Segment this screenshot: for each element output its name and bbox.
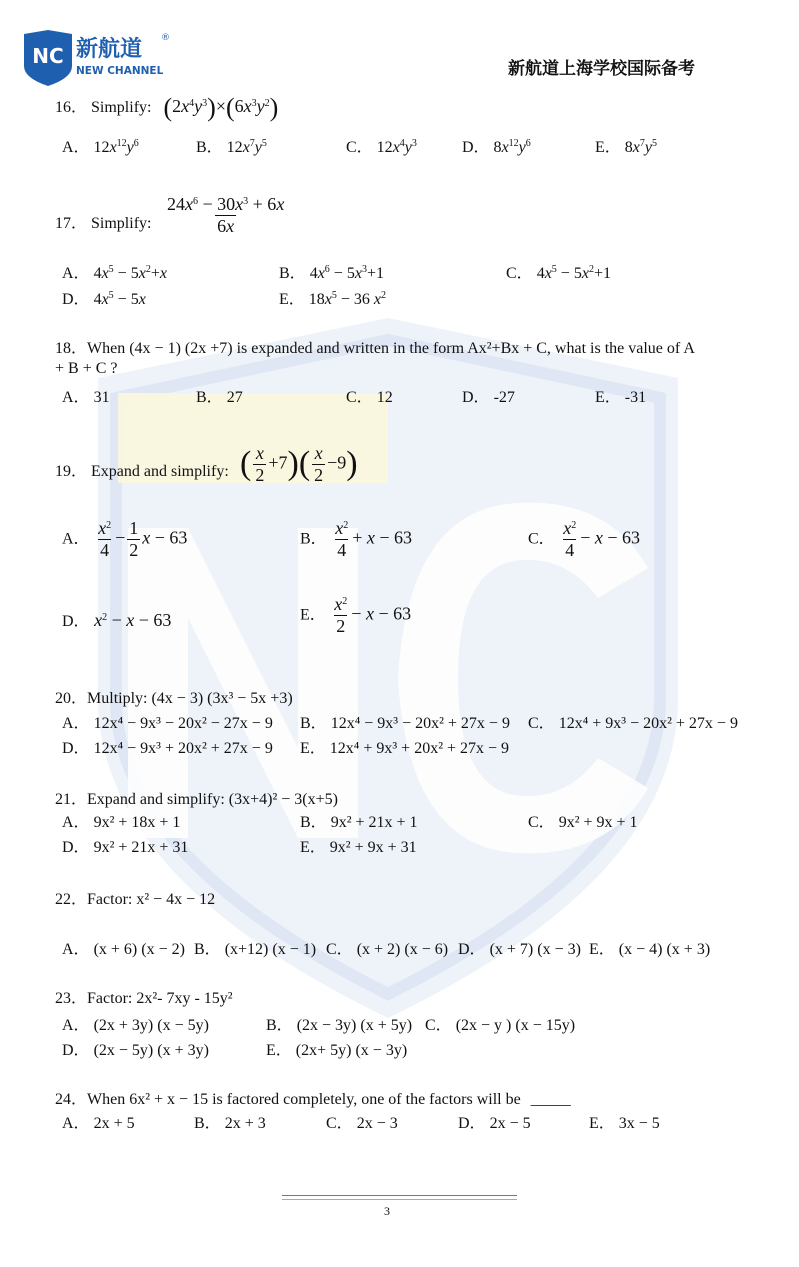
q23-option-b[interactable]: B． (2x − 3y) (x + 5y) bbox=[266, 1017, 413, 1034]
q17-option-a[interactable]: A． $4x^5 - 5x^2+x$ bbox=[62, 264, 167, 282]
q17-option-e[interactable]: E． $18x^5 - 36$ $x^2$ bbox=[279, 290, 387, 308]
footer-rule-2 bbox=[282, 1199, 517, 1200]
school-name: 新航道上海学校国际备考 bbox=[508, 59, 695, 79]
q21-option-a[interactable]: A． 9x² + 18x + 1 bbox=[62, 814, 181, 831]
q21-option-b[interactable]: B． 9x² + 21x + 1 bbox=[300, 814, 418, 831]
q19-option-a[interactable]: A． $\frac{x^2}{4}$ − $\frac{1}{2}$ x − 63 bbox=[62, 518, 188, 560]
q16-options bbox=[0, 134, 799, 156]
q22-number: 22． bbox=[55, 891, 88, 908]
q16-option-a[interactable]: A． $12x^{12}y^6$ bbox=[62, 138, 139, 156]
q17-number: 17． bbox=[55, 215, 88, 232]
q22-option-d[interactable]: D． (x + 7) (x − 3) bbox=[458, 941, 581, 958]
q24-option-a[interactable]: A． 2x + 5 bbox=[62, 1115, 135, 1132]
logo bbox=[22, 30, 172, 86]
q21-option-e[interactable]: E． 9x² + 9x + 31 bbox=[300, 839, 417, 856]
q21-option-d[interactable]: D． 9x² + 21x + 31 bbox=[62, 839, 189, 856]
q21-option-c[interactable]: C． 9x² + 9x + 1 bbox=[528, 814, 638, 831]
logo-cn: 新航道 bbox=[76, 37, 143, 62]
question-22 bbox=[55, 886, 215, 909]
q17-option-c[interactable]: C． $4x^5 - 5x^2+1$ bbox=[506, 264, 611, 282]
q16-option-c[interactable]: C． $12x^4y^3$ bbox=[346, 138, 417, 156]
q22-prompt: Factor: x² − 4x − 12 bbox=[87, 891, 216, 908]
q24-number: 24． bbox=[55, 1091, 88, 1108]
q18-option-c[interactable]: C． 12 bbox=[346, 389, 393, 406]
question-19 bbox=[55, 458, 229, 481]
q22-option-c[interactable]: C． (x + 2) (x − 6) bbox=[326, 941, 449, 958]
q23-option-c[interactable]: C． (2x − y ) (x − 15y) bbox=[425, 1017, 576, 1034]
q17-prompt: Simplify: bbox=[91, 215, 152, 232]
q18-option-e[interactable]: E． -31 bbox=[595, 389, 647, 406]
q23-prompt: Factor: 2x²- 7xy - 15y² bbox=[87, 990, 233, 1007]
q17-expression: $\frac{24x^6 - 30x^3 + 6x}{6x}$ bbox=[167, 194, 285, 236]
q20-number: 20． bbox=[55, 690, 88, 707]
footer-rule bbox=[282, 1195, 517, 1196]
q23-option-d[interactable]: D． (2x − 5y) (x + 3y) bbox=[62, 1042, 209, 1059]
q22-option-b[interactable]: B． (x+12) (x − 1) bbox=[194, 941, 317, 958]
q21-prompt: Expand and simplify: (3x+4)² − 3(x+5) bbox=[87, 791, 338, 808]
q24-option-b[interactable]: B． 2x + 3 bbox=[194, 1115, 266, 1132]
q20-option-b[interactable]: B． 12x⁴ − 9x³ − 20x² + 27x − 9 bbox=[300, 715, 510, 732]
q20-option-e[interactable]: E． 12x⁴ + 9x³ + 20x² + 27x − 9 bbox=[300, 740, 510, 757]
page-number: 3 bbox=[384, 1204, 390, 1218]
q23-option-e[interactable]: E． (2x+ 5y) (x − 3y) bbox=[266, 1042, 408, 1059]
q19-prompt: Expand and simplify: bbox=[91, 463, 229, 480]
question-23 bbox=[55, 985, 233, 1008]
question-20 bbox=[55, 685, 293, 708]
question-17 bbox=[55, 210, 151, 233]
q23-number: 23． bbox=[55, 990, 88, 1007]
question-18 bbox=[55, 335, 695, 358]
q19-option-b[interactable]: B． $\frac{x^2}{4}$ + x − 63 bbox=[300, 518, 412, 560]
q17-option-d[interactable]: D． $4x^5 - 5x$ bbox=[62, 290, 146, 308]
q18-option-b[interactable]: B． 27 bbox=[196, 389, 243, 406]
q18-number: 18． bbox=[55, 340, 88, 357]
q20-option-d[interactable]: D． 12x⁴ − 9x³ + 20x² + 27x − 9 bbox=[62, 740, 273, 757]
q16-expression: $(2x^4y^3)\times(6x^3y^2)$ bbox=[163, 92, 279, 122]
q19-option-e[interactable]: E． $\frac{x^2}{2}$ − x − 63 bbox=[300, 594, 412, 636]
q16-option-e[interactable]: E． $8x^7y^5$ bbox=[595, 138, 657, 156]
q18-option-a[interactable]: A． 31 bbox=[62, 389, 110, 406]
q16-option-d[interactable]: D． $8x^{12}y^6$ bbox=[462, 138, 531, 156]
q21-number: 21． bbox=[55, 791, 88, 808]
logo-mark: NC bbox=[32, 44, 64, 68]
q16-number: 16． bbox=[55, 99, 88, 116]
q24-option-d[interactable]: D． 2x − 5 bbox=[458, 1115, 531, 1132]
question-16 bbox=[55, 94, 278, 121]
registered-mark: ® bbox=[161, 33, 170, 43]
q18-line2: + B + C ? bbox=[55, 360, 118, 377]
q19-expression: ( $\frac{x}{2}$ +7)( $\frac{x}{2}$ −9) bbox=[240, 443, 358, 485]
q24-blank: _____ bbox=[530, 1091, 571, 1108]
logo-en: NEW CHANNEL bbox=[76, 65, 164, 77]
q16-prompt: Simplify: bbox=[91, 99, 152, 116]
question-21 bbox=[55, 786, 338, 809]
q19-option-c[interactable]: C． $\frac{x^2}{4}$ − x − 63 bbox=[528, 518, 640, 560]
question-24 bbox=[55, 1086, 571, 1109]
q19-option-d[interactable]: D． $x^2 - x - 63$ bbox=[62, 610, 172, 630]
q17-option-b[interactable]: B． $4x^6 - 5x^3+1$ bbox=[279, 264, 384, 282]
q20-option-c[interactable]: C． 12x⁴ + 9x³ − 20x² + 27x − 9 bbox=[528, 715, 738, 732]
q24-option-e[interactable]: E． 3x − 5 bbox=[589, 1115, 660, 1132]
q16-option-b[interactable]: B． $12x^7y^5$ bbox=[196, 138, 267, 156]
q22-option-a[interactable]: A． (x + 6) (x − 2) bbox=[62, 941, 185, 958]
watermark-shield bbox=[88, 318, 686, 1018]
q20-option-a[interactable]: A． 12x⁴ − 9x³ − 20x² − 27x − 9 bbox=[62, 715, 273, 732]
q24-prompt: When 6x² + x − 15 is factored completely, one of the factors will be bbox=[87, 1091, 521, 1108]
q18-line1: When (4x − 1) (2x +7) is expanded and written in the form Ax²+Bx + C, what is the value of A bbox=[87, 340, 695, 357]
q20-prompt: Multiply: (4x − 3) (3x³ − 5x +3) bbox=[87, 690, 293, 707]
q24-option-c[interactable]: C． 2x − 3 bbox=[326, 1115, 398, 1132]
q22-option-e[interactable]: E． (x − 4) (x + 3) bbox=[589, 941, 711, 958]
q18-option-d[interactable]: D． -27 bbox=[462, 389, 515, 406]
q23-option-a[interactable]: A． (2x + 3y) (x − 5y) bbox=[62, 1017, 209, 1034]
q19-number: 19． bbox=[55, 463, 88, 480]
